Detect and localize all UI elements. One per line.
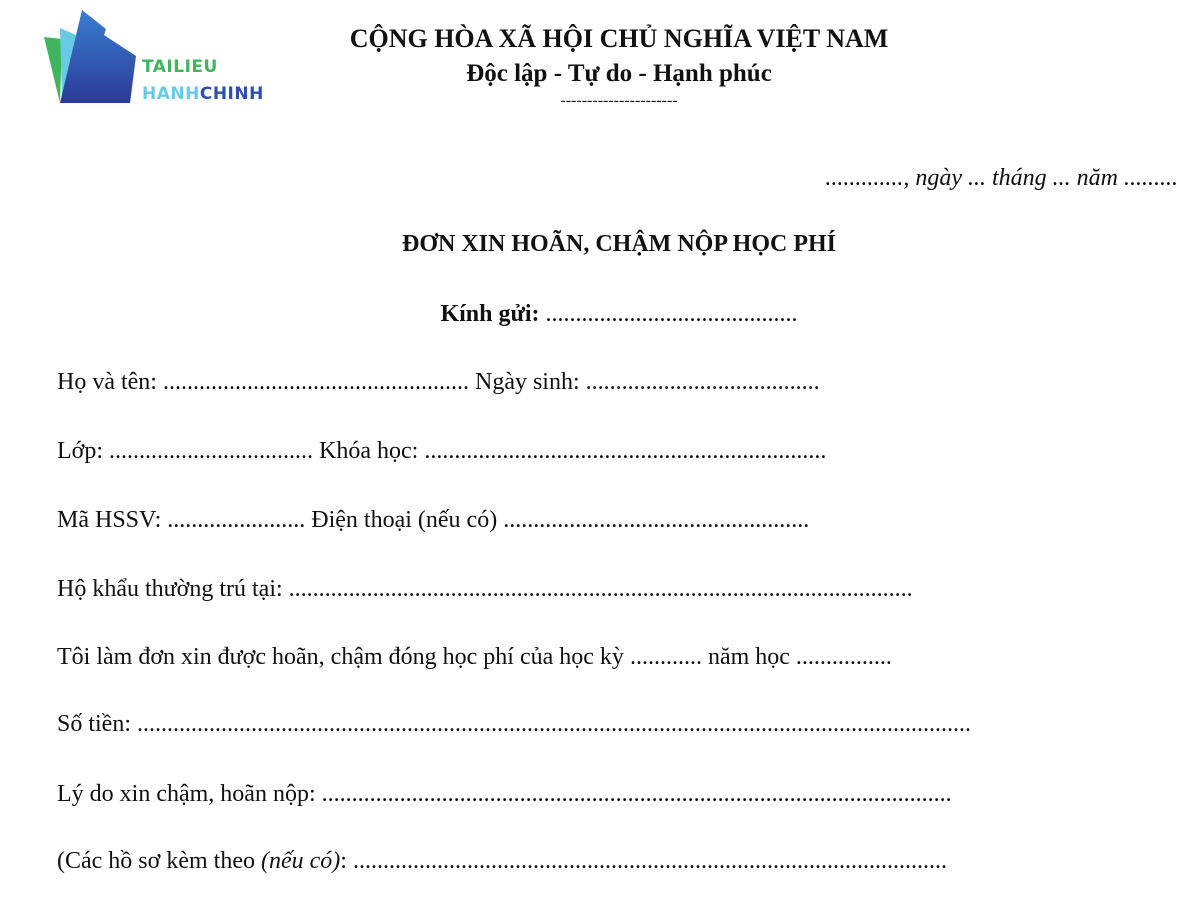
recipient-blank: .......................................... — [539, 301, 798, 327]
label-class: Lớp: — [57, 438, 110, 464]
field-class-course — [57, 438, 826, 465]
label-if-any: (nếu có) — [260, 848, 341, 874]
document-title: ĐƠN XIN HOÃN, CHẬM NỘP HỌC PHÍ — [402, 231, 836, 257]
recipient-label: Kính gửi: — [440, 301, 540, 327]
logo-text-chinh: CHINH — [199, 84, 264, 104]
blank-name: ................................................... — [162, 369, 469, 395]
header-divider: ---------------------- — [560, 92, 678, 109]
label-student-id: Mã HSSV: — [57, 507, 168, 533]
blank-reason: ......................................................................................................... — [321, 781, 952, 807]
label-name: Họ và tên: — [57, 369, 163, 395]
label-colon: : — [340, 848, 353, 874]
label-reason: Lý do xin chậm, hoãn nộp: — [57, 781, 322, 807]
logo-text-hanh: HANH — [142, 84, 200, 104]
field-id-phone — [57, 507, 809, 534]
blank-amount: ........................................................................................................................................... — [137, 711, 972, 737]
field-attachments — [57, 848, 947, 875]
label-phone: Điện thoại (nếu có) — [311, 507, 504, 533]
recipient-line — [0, 301, 1200, 328]
field-amount — [57, 711, 971, 738]
label-dob: Ngày sinh: — [474, 369, 586, 395]
blank-phone: ................................................... — [503, 507, 810, 533]
blank-school-year: ................ — [795, 644, 892, 670]
blank-course: ................................................................... — [424, 438, 827, 464]
blank-dob: ....................................... — [585, 369, 820, 395]
logo-book-icon — [40, 5, 140, 105]
label-attachments: (Các hồ sơ kèm theo — [57, 848, 261, 874]
blank-student-id: ....................... — [167, 507, 306, 533]
motto-heading: Độc lập - Tự do - Hạnh phúc — [466, 60, 772, 87]
label-course: Khóa học: — [319, 438, 425, 464]
label-school-year: năm học — [707, 644, 796, 670]
label-residence: Hộ khẩu thường trú tại: — [57, 576, 289, 602]
field-request — [57, 644, 892, 671]
blank-semester: ............ — [629, 644, 702, 670]
blank-attachments: ................................................................................................... — [352, 848, 947, 874]
label-amount: Số tiền: — [57, 711, 138, 737]
date-line: ............., ngày ... tháng ... năm ......... — [825, 165, 1178, 191]
country-heading: CỘNG HÒA XÃ HỘI CHỦ NGHĨA VIỆT NAM — [349, 24, 889, 53]
blank-class: .................................. — [109, 438, 314, 464]
field-residence — [57, 576, 913, 603]
blank-residence: ........................................................................................................ — [288, 576, 913, 602]
label-request: Tôi làm đơn xin được hoãn, chậm đóng học phí của học kỳ — [57, 644, 630, 670]
field-name-dob — [57, 369, 820, 396]
logo-text-tailieu: TAILIEU — [142, 57, 218, 77]
field-reason — [57, 781, 952, 808]
